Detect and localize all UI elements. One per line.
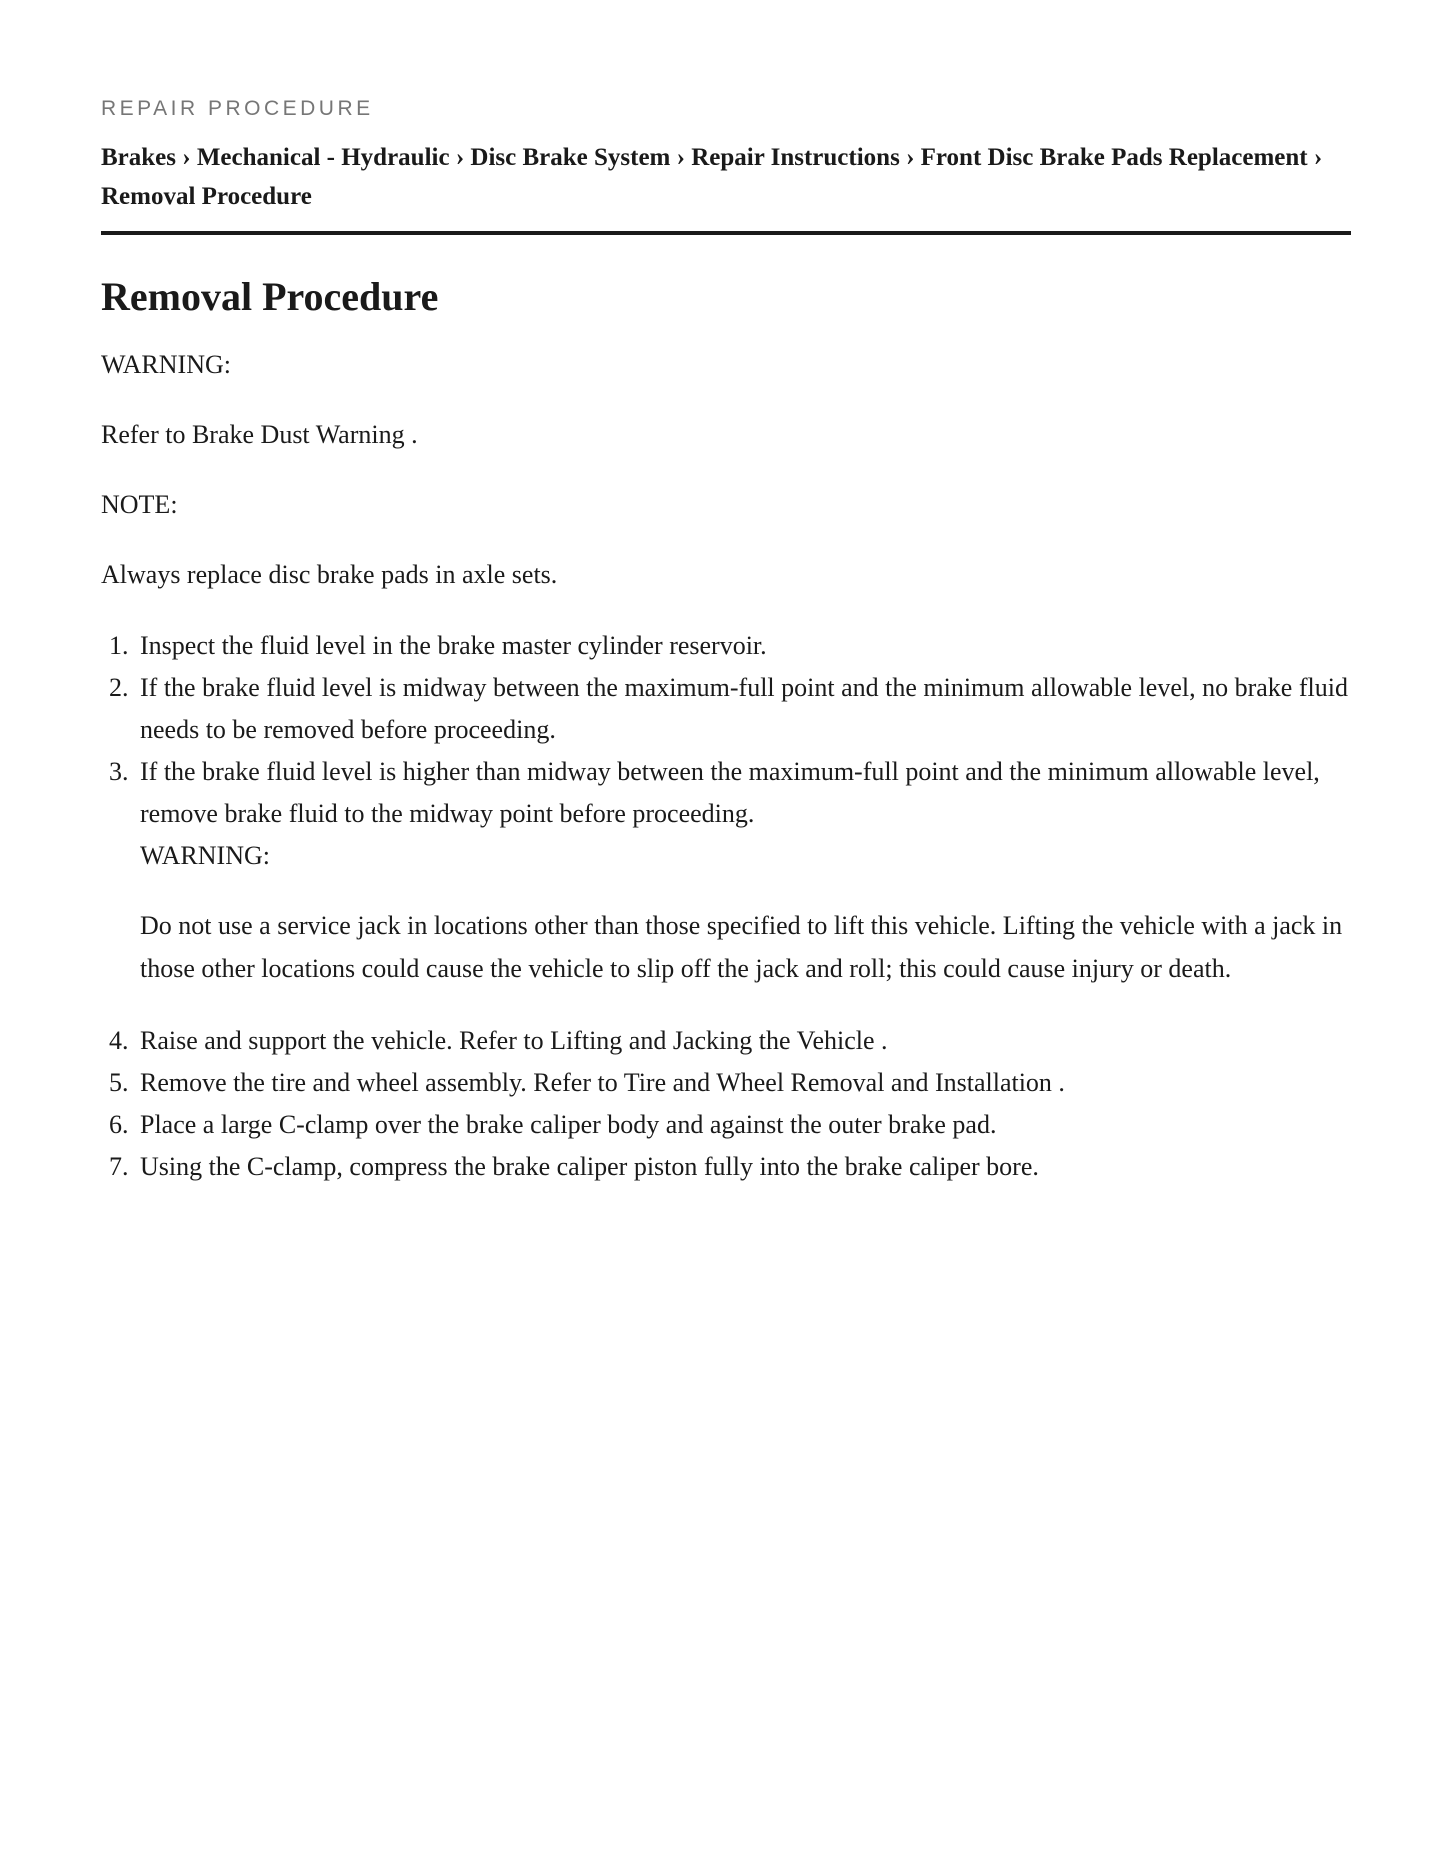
step-text: If the brake fluid level is midway between the maximum-full point and the minimum allowable level, no brake fluid needs to be removed before proceeding. <box>140 673 1348 744</box>
page-title: Removal Procedure <box>101 274 439 319</box>
step-text: Raise and support the vehicle. Refer to Lifting and Jacking the Vehicle . <box>140 1026 888 1055</box>
step-number: 2. <box>109 673 129 702</box>
breadcrumb-item-front-disc-brake-pads-replacement[interactable]: Front Disc Brake Pads Replacement <box>920 144 1308 171</box>
step-warning-text: Do not use a service jack in locations other than those specified to lift this vehicle. Lifting the vehicle with a jack in those other locations could cause the vehicle to slip off the jack and roll; this could cause injury or death. <box>140 911 1343 983</box>
header-divider <box>101 231 1351 235</box>
breadcrumb-separator: › <box>906 144 915 171</box>
breadcrumb-separator: › <box>676 144 685 171</box>
breadcrumb-item-disc-brake-system[interactable]: Disc Brake System <box>470 144 671 171</box>
warning-label: WARNING: <box>101 350 231 379</box>
step-number: 6. <box>109 1110 129 1139</box>
breadcrumb-item-mechanical-hydraulic[interactable]: Mechanical - Hydraulic <box>196 144 450 171</box>
breadcrumb-item-removal-procedure: Removal Procedure <box>101 183 312 210</box>
breadcrumb-item-brakes[interactable]: Brakes <box>101 144 176 171</box>
procedure-steps-list-continued <box>101 1020 1351 1188</box>
breadcrumb-separator: › <box>182 144 191 171</box>
step-text: Remove the tire and wheel assembly. Refer to Tire and Wheel Removal and Installation . <box>140 1068 1065 1097</box>
step-text: Using the C-clamp, compress the brake caliper piston fully into the brake caliper bore. <box>140 1152 1039 1181</box>
step-number: 5. <box>109 1068 129 1097</box>
breadcrumb-item-repair-instructions[interactable]: Repair Instructions <box>691 144 900 171</box>
breadcrumb <box>101 138 1341 216</box>
step-number: 3. <box>109 757 129 786</box>
procedure-step <box>101 667 1351 751</box>
document-page <box>101 0 1351 1188</box>
procedure-step <box>101 1020 1351 1062</box>
procedure-step <box>101 1062 1351 1104</box>
note-label: NOTE: <box>101 490 178 519</box>
note-text: Always replace disc brake pads in axle sets. <box>101 560 558 589</box>
step-text: If the brake fluid level is higher than midway between the maximum-full point and the minimum allowable level, remove brake fluid to the midway point before proceeding. <box>140 757 1320 828</box>
procedure-step <box>101 1146 1351 1188</box>
procedure-step <box>101 751 1351 990</box>
breadcrumb-separator: › <box>455 144 465 171</box>
warning-text: Refer to Brake Dust Warning . <box>101 420 418 449</box>
step-text: Place a large C-clamp over the brake caliper body and against the outer brake pad. <box>140 1110 997 1139</box>
procedure-steps-list <box>101 625 1351 990</box>
step-text: Inspect the fluid level in the brake master cylinder reservoir. <box>140 631 767 660</box>
procedure-step <box>101 625 1351 667</box>
breadcrumb-separator: › <box>1313 144 1323 171</box>
step-number: 1. <box>109 631 129 660</box>
procedure-step <box>101 1104 1351 1146</box>
step-number: 7. <box>109 1152 129 1181</box>
step-warning-label: WARNING: <box>140 841 270 870</box>
section-kicker: REPAIR PROCEDURE <box>101 97 374 120</box>
step-number: 4. <box>109 1026 129 1055</box>
